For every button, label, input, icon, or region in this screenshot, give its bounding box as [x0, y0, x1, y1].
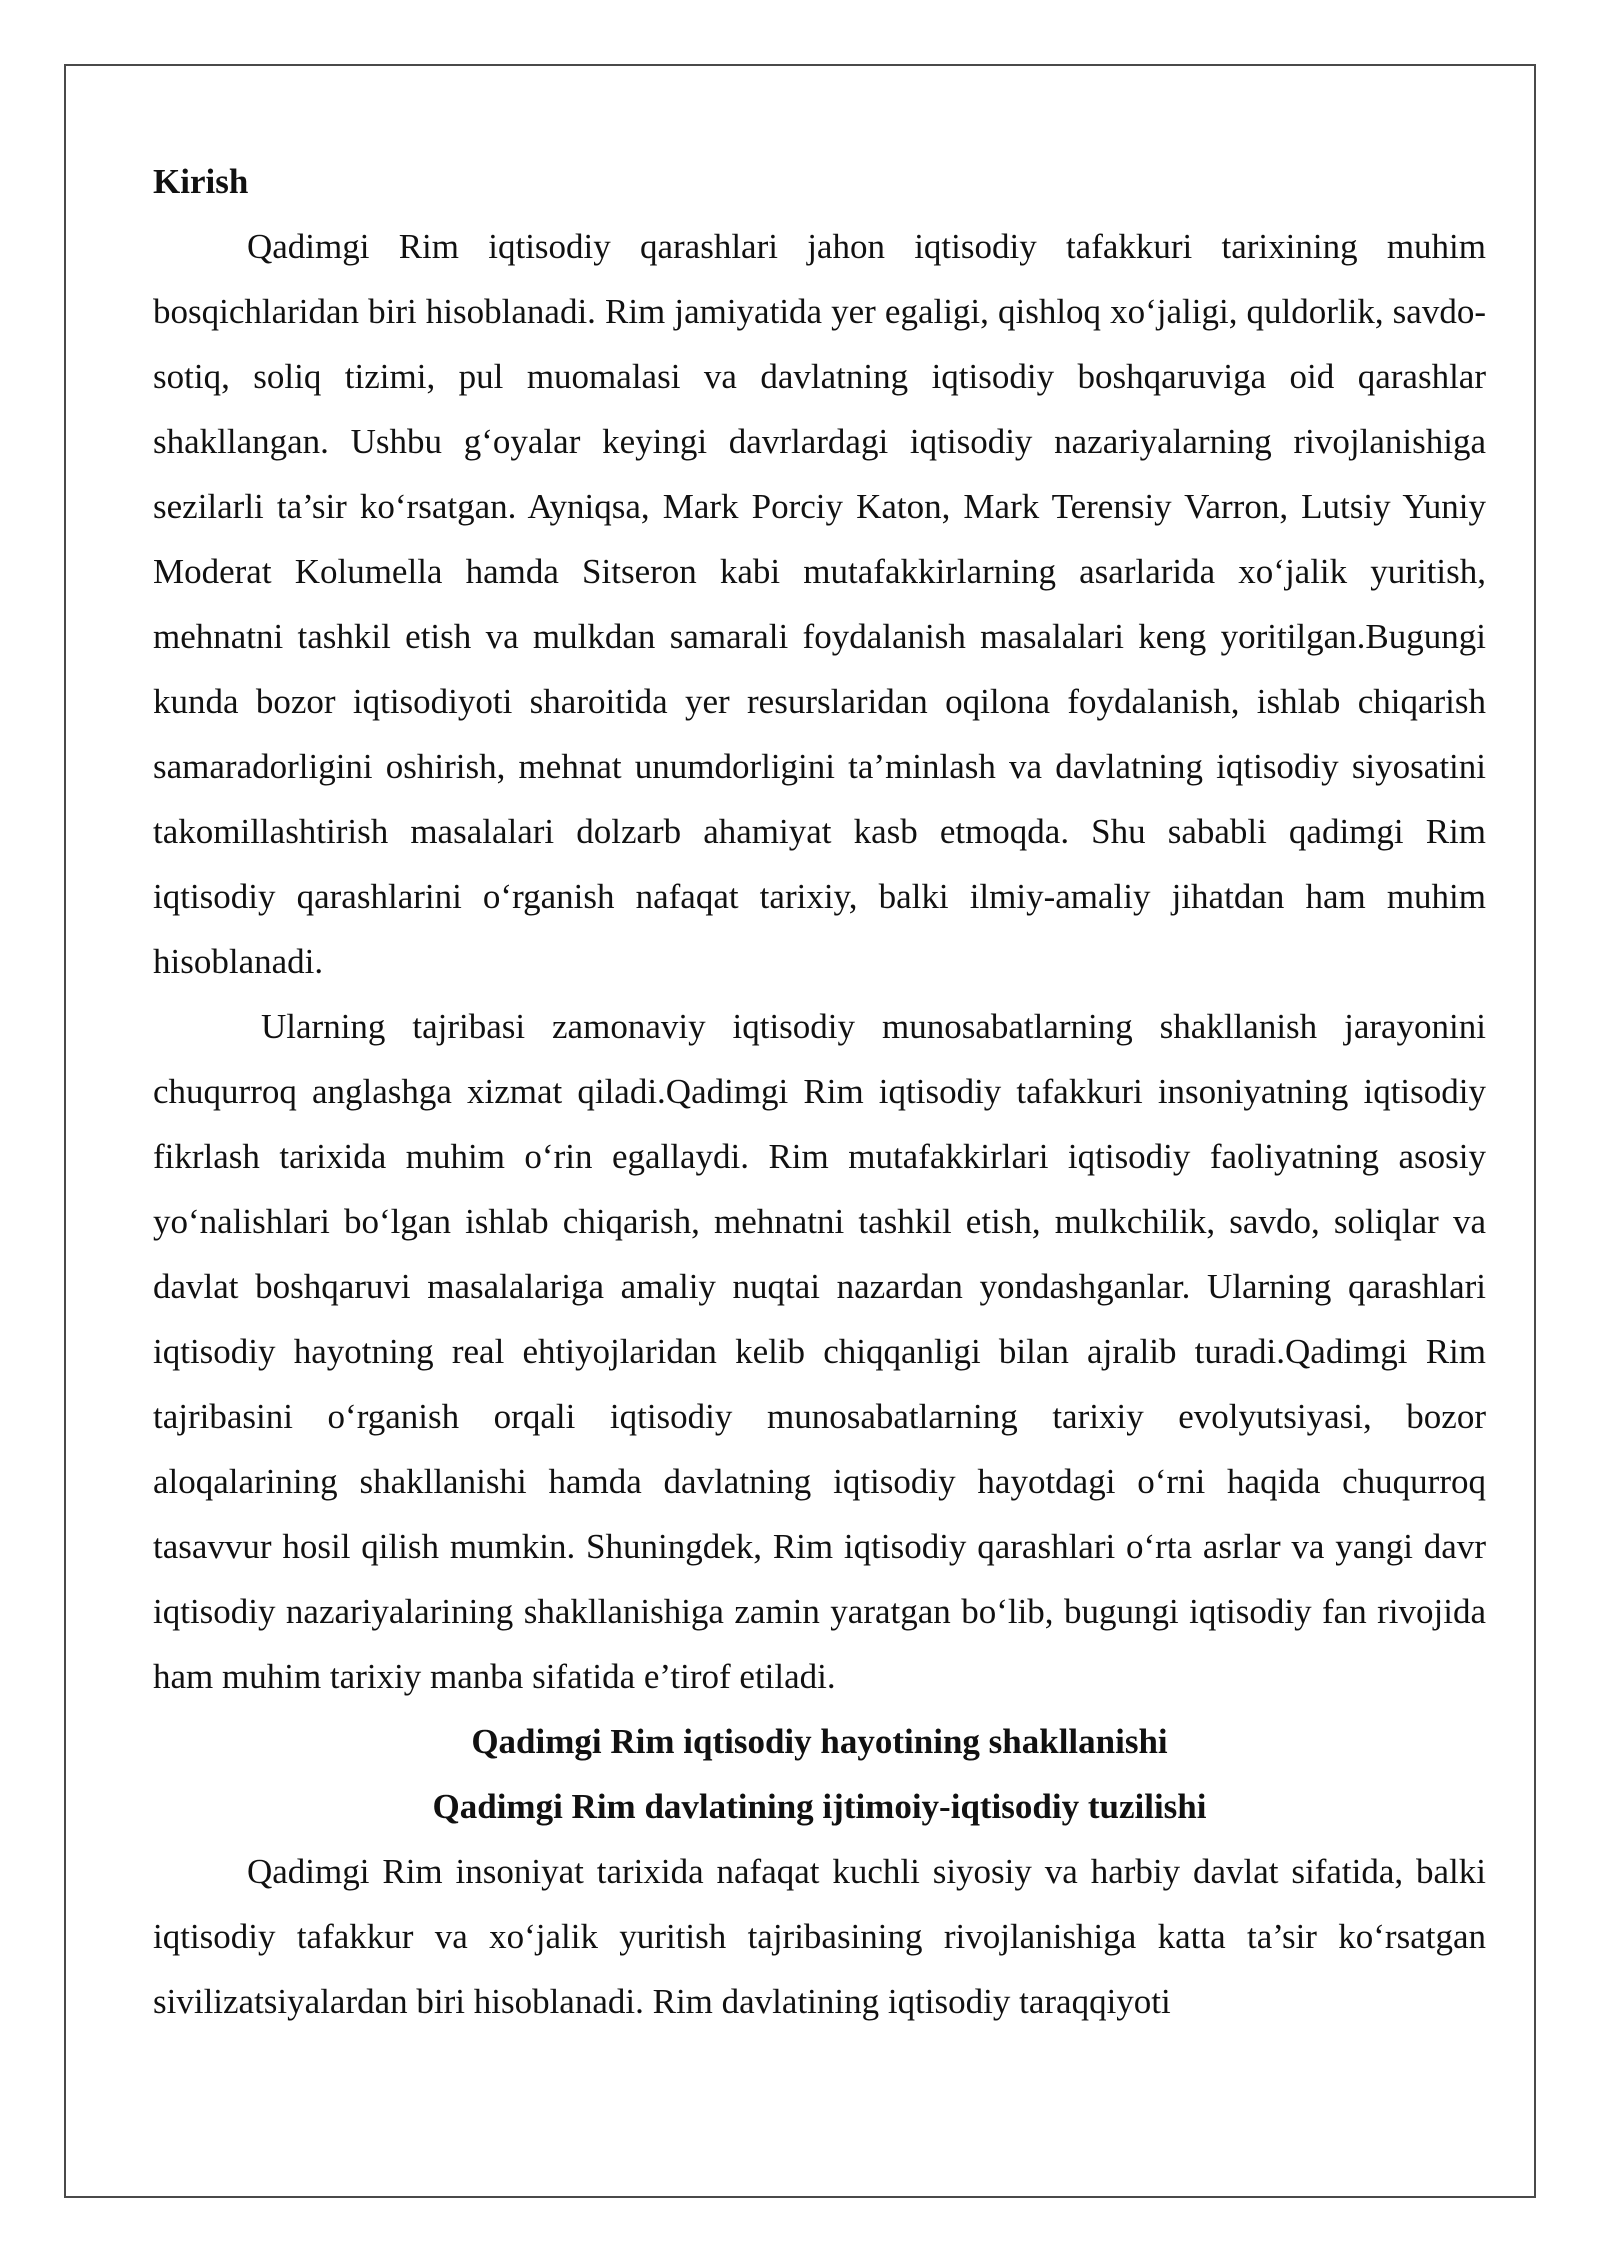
subsection-heading: Qadimgi Rim davlatining ijtimoiy-iqtisodiy tuzilishi	[432, 1787, 1207, 1826]
paragraph-experience: Ularning tajribasi zamonaviy iqtisodiy munosabatlarning shakllanish jarayonini chuqurroq anglashga xizmat qiladi.Qadimgi Rim iqtisodiy tafakkuri insoniyatning iqtisodiy fikrlash tarixida muhim o‘rin egallaydi. Rim mutafakkirlari iqtisodiy faoliyatning asosiy yo‘nalishlari bo‘lgan ishlab chiqarish, mehnatni tashkil etish, mulkchilik, savdo, soliqlar va davlat boshqaruvi masalalariga amaliy nuqtai nazardan yondashganlar. Ularning qarashlari iqtisodiy hayotning real ehtiyojlaridan kelib chiqqanligi bilan ajralib turadi.Qadimgi Rim tajribasini o‘rganish orqali iqtisodiy munosabatlarning tarixiy evolyutsiyasi, bozor aloqalarining shakllanishi hamda davlatning iqtisodiy hayotdagi o‘rni haqida chuqurroq tasavvur hosil qilish mumkin. Shuningdek, Rim iqtisodiy qarashlari o‘rta asrlar va yangi davr iqtisodiy nazariyalarining shakllanishiga zamin yaratgan bo‘lib, bugungi iqtisodiy fan rivojida ham muhim tarixiy manba sifatida e’tirof etiladi.	[153, 1007, 1486, 1696]
document-body	[153, 149, 1486, 2034]
section-heading: Qadimgi Rim iqtisodiy hayotining shakllanishi	[471, 1722, 1168, 1761]
paragraph-social-economic: Qadimgi Rim insoniyat tarixida nafaqat kuchli siyosiy va harbiy davlat sifatida, balki iqtisodiy tafakkur va xo‘jalik yuritish tajribasining rivojlanishiga katta ta’sir ko‘rsatgan sivilizatsiyalardan biri hisoblanadi. Rim davlatining iqtisodiy taraqqiyoti	[153, 1852, 1486, 2021]
intro-heading: Kirish	[153, 162, 249, 201]
paragraph-intro: Qadimgi Rim iqtisodiy qarashlari jahon iqtisodiy tafakkuri tarixining muhim bosqichlaridan biri hisoblanadi. Rim jamiyatida yer egaligi, qishloq xo‘jaligi, quldorlik, savdo-sotiq, soliq tizimi, pul muomalasi va davlatning iqtisodiy boshqaruviga oid qarashlar shakllangan. Ushbu g‘oyalar keyingi davrlardagi iqtisodiy nazariyalarning rivojlanishiga sezilarli ta’sir ko‘rsatgan. Ayniqsa, Mark Porciy Katon, Mark Terensiy Varron, Lutsiy Yuniy Moderat Kolumella hamda Sitseron kabi mutafakkirlarning asarlarida xo‘jalik yuritish, mehnatni tashkil etish va mulkdan samarali foydalanish masalalari keng yoritilgan.Bugungi kunda bozor iqtisodiyoti sharoitida yer resurslaridan oqilona foydalanish, ishlab chiqarish samaradorligini oshirish, mehnat unumdorligini ta’minlash va davlatning iqtisodiy siyosatini takomillashtirish masalalari dolzarb ahamiyat kasb etmoqda. Shu sababli qadimgi Rim iqtisodiy qarashlarini o‘rganish nafaqat tarixiy, balki ilmiy-amaliy jihatdan ham muhim hisoblanadi.	[153, 227, 1486, 981]
